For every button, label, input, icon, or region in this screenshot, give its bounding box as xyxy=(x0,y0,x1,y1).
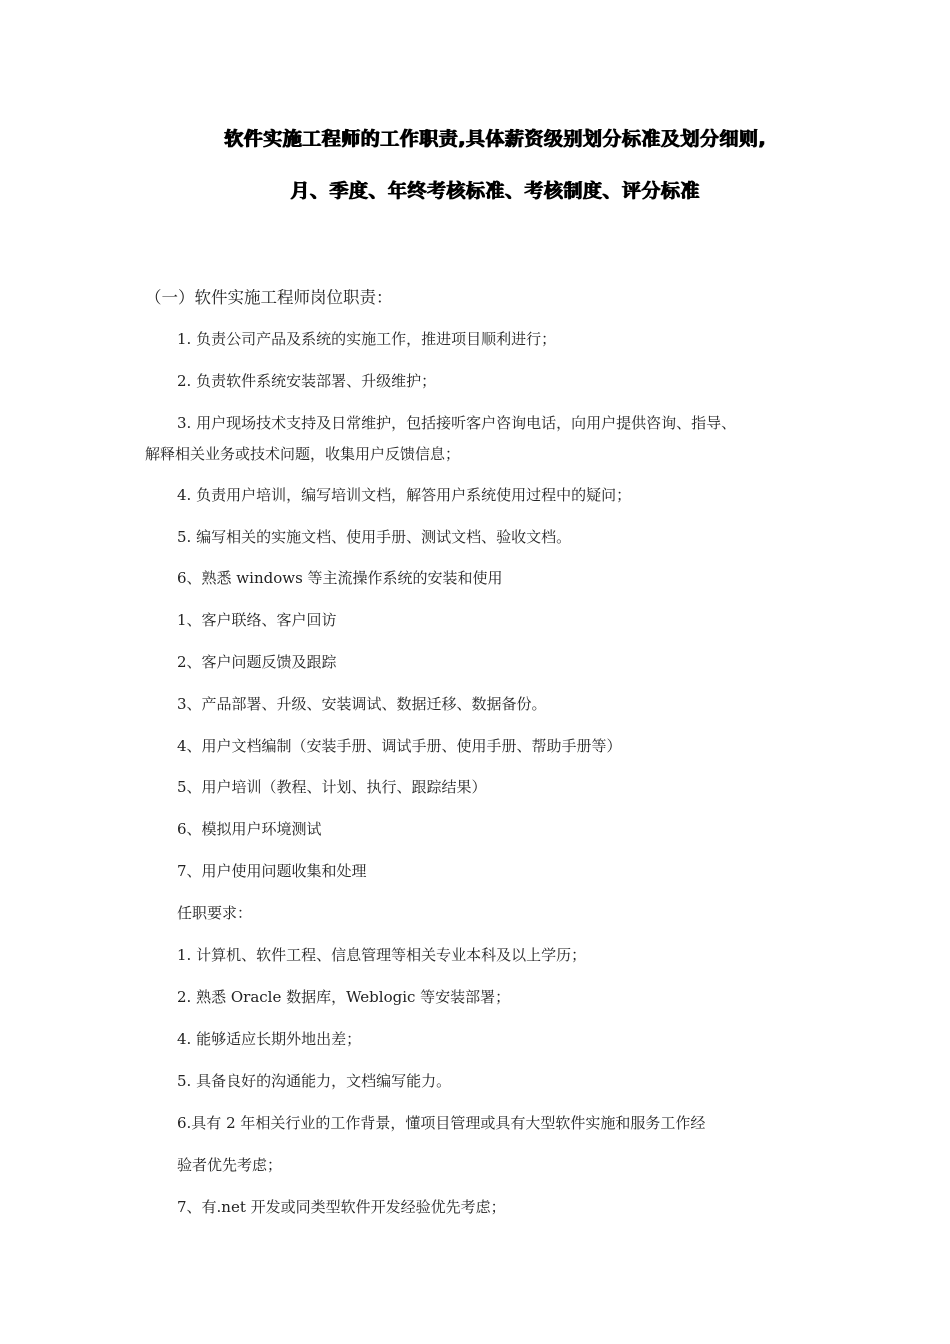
requirement-item: 2. 熟悉 Oracle 数据库，Weblogic 等安装部署； xyxy=(177,988,511,1006)
requirement-item: 5. 具备良好的沟通能力，文档编写能力。 xyxy=(177,1072,452,1090)
duty-item: 4、用户文档编制（安装手册、调试手册、使用手册、帮助手册等） xyxy=(177,737,622,755)
duty-item: 7、用户使用问题收集和处理 xyxy=(177,862,367,880)
duty-item: 2. 负责软件系统安装部署、升级维护； xyxy=(177,372,437,390)
duty-item: 3、产品部署、升级、安装调试、数据迁移、数据备份。 xyxy=(177,695,547,713)
document-title-line-1: 软件实施工程师的工作职责,具体薪资级别划分标准及划分细则, xyxy=(224,128,766,150)
section-heading: （一）软件实施工程师岗位职责： xyxy=(145,288,393,307)
duty-item: 4. 负责用户培训，编写培训文档，解答用户系统使用过程中的疑问； xyxy=(177,486,632,504)
requirement-item: 1. 计算机、软件工程、信息管理等相关专业本科及以上学历； xyxy=(177,946,587,964)
requirement-item-continuation: 验者优先考虑； xyxy=(177,1156,283,1174)
duty-item: 2、客户问题反馈及跟踪 xyxy=(177,653,337,671)
duty-item-continuation: 解释相关业务或技术问题，收集用户反馈信息； xyxy=(145,445,461,463)
duty-item: 6、熟悉 windows 等主流操作系统的安装和使用 xyxy=(177,569,503,587)
duty-item: 6、模拟用户环境测试 xyxy=(177,820,322,838)
requirement-item: 7、有.net 开发或同类型软件开发经验优先考虑； xyxy=(177,1198,506,1216)
duty-item: 5、用户培训（教程、计划、执行、跟踪结果） xyxy=(177,778,487,796)
duty-item: 3. 用户现场技术支持及日常维护，包括接听客户咨询电话，向用户提供咨询、指导、 xyxy=(177,414,737,432)
requirements-heading: 任职要求： xyxy=(177,904,253,922)
duty-item: 1. 负责公司产品及系统的实施工作，推进项目顺利进行； xyxy=(177,330,557,348)
duty-item: 1、客户联络、客户回访 xyxy=(177,611,337,629)
requirement-item: 6.具有 2 年相关行业的工作背景，懂项目管理或具有大型软件实施和服务工作经 xyxy=(177,1114,706,1132)
document-title-line-2: 月、季度、年终考核标准、考核制度、评分标准 xyxy=(290,180,700,202)
duty-item: 5. 编写相关的实施文档、使用手册、测试文档、验收文档。 xyxy=(177,528,572,546)
requirement-item: 4. 能够适应长期外地出差； xyxy=(177,1030,362,1048)
